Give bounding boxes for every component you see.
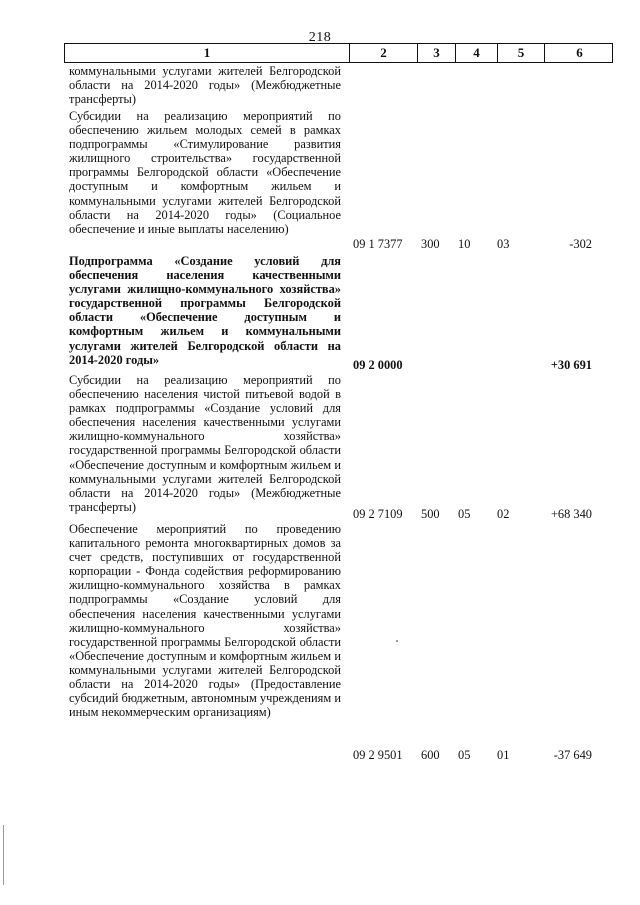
row-0-description: коммунальными услугами жителей Белгородской области на 2014-2020 годы» (Межбюджетные трансферты) bbox=[69, 64, 341, 107]
header-col-5: 5 bbox=[497, 44, 544, 62]
row-2-amount: +30 691 bbox=[550, 358, 592, 372]
row-1-code: 09 1 7377 bbox=[353, 237, 403, 251]
scan-speck bbox=[396, 640, 398, 642]
header-col-3: 3 bbox=[417, 44, 455, 62]
row-1-expense-type: 300 bbox=[421, 237, 440, 251]
header-col-6: 6 bbox=[544, 44, 614, 62]
row-2-description: Подпрограмма «Создание условий для обеспечения населения качественными услугами жилищно-коммунального хозяйства» государственной программы Белгородской области «Обеспечение доступным и комфортным жильем и коммунальными услугами жителей Белгородской области на 2014-2020 годы» bbox=[69, 254, 341, 367]
row-1-subsection: 03 bbox=[497, 237, 510, 251]
table-header bbox=[64, 43, 613, 63]
row-4-expense-type: 600 bbox=[421, 748, 440, 762]
row-4-amount: -37 649 bbox=[553, 748, 592, 762]
row-3-subsection: 02 bbox=[497, 507, 510, 521]
row-3-amount: +68 340 bbox=[550, 507, 592, 521]
row-3-description: Субсидии на реализацию мероприятий по обеспечению населения чистой питьевой водой в рамках подпрограммы «Создание условий для обеспечения населения качественными услугами жилищно-коммунального хозяйства» государственной программы Белгородской области «Обеспечение доступным и комфортным жильем и коммунальными услугами жителей Белгородской области на 2014-2020 годы» (Межбюджетные трансферты) bbox=[69, 373, 341, 514]
row-1-amount: -302 bbox=[569, 237, 592, 251]
row-4-code: 09 2 9501 bbox=[353, 748, 403, 762]
row-3-expense-type: 500 bbox=[421, 507, 440, 521]
row-4-section: 05 bbox=[458, 748, 471, 762]
header-col-2: 2 bbox=[349, 44, 417, 62]
row-1-description: Субсидии на реализацию мероприятий по обеспечению жильем молодых семей в рамках подпрограммы «Стимулирование развития жилищного строительства» государственной программы Белгородской области «Обеспечение доступным и комфортным жильем и коммунальными услугами жителей Белгородской области на 2014-2020 годы» (Социальное обеспечение и иные выплаты населению) bbox=[69, 109, 341, 236]
row-3-values bbox=[0, 507, 640, 522]
row-3-section: 05 bbox=[458, 507, 471, 521]
page-number: 218 bbox=[308, 30, 332, 45]
row-2-code: 09 2 0000 bbox=[353, 358, 403, 372]
row-3-code: 09 2 7109 bbox=[353, 507, 403, 521]
scan-edge-mark bbox=[3, 825, 4, 885]
row-4-description: Обеспечение мероприятий по проведению капитального ремонта многоквартирных домов за счет средств, поступивших от государственной корпорации - Фонда содействия реформированию жилищно-коммунального хозяйства в рамках подпрограммы «Создание условий для обеспечения населения качественными услугами жилищно-коммунального хозяйства» государственной программы Белгородской области «Обеспечение доступным и комфортным жильем и коммунальными услугами жителей Белгородской области на 2014-2020 годы» (Предоставление субсидий бюджетным, автономным учреждениям и иным некоммерческим организациям) bbox=[69, 522, 341, 720]
row-1-section: 10 bbox=[458, 237, 471, 251]
row-2-values bbox=[0, 358, 640, 373]
header-col-1: 1 bbox=[203, 45, 211, 60]
row-1-values bbox=[0, 237, 640, 252]
row-4-values bbox=[0, 748, 640, 763]
header-col-4: 4 bbox=[455, 44, 497, 62]
row-4-subsection: 01 bbox=[497, 748, 510, 762]
